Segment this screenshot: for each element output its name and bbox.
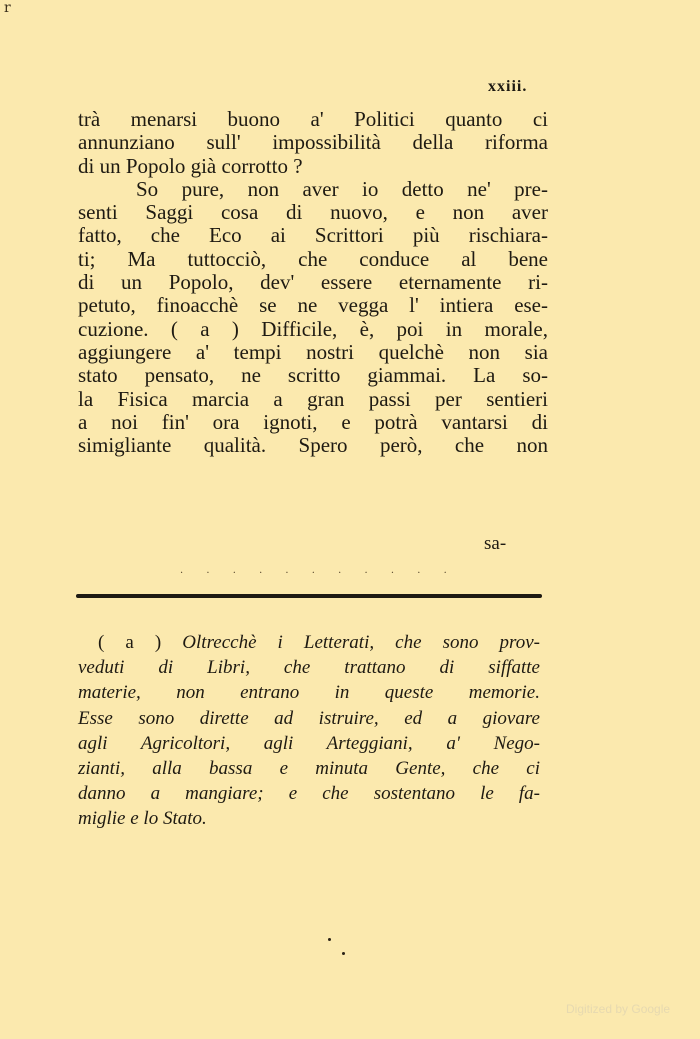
body-line: simigliante qualità. Spero però, che non bbox=[78, 433, 548, 458]
ink-speck bbox=[342, 952, 345, 955]
body-text bbox=[78, 108, 548, 457]
footnote-line: agli Agricoltori, agli Arteggiani, a' Nego- bbox=[78, 732, 540, 754]
footnote-line: danno a mangiare; e che sostentano le fa- bbox=[78, 783, 540, 805]
body-line: petuto, finoacchè se ne vegga l' intiera ese- bbox=[78, 293, 548, 318]
ink-speck bbox=[328, 938, 331, 941]
footnote-line: miglie e lo Stato. bbox=[78, 808, 207, 830]
body-line: annunziano sull' impossibilità della riforma bbox=[78, 130, 548, 155]
footnote-line: Esse sono dirette ad istruire, ed a giovare bbox=[78, 707, 540, 729]
footnote-line: zianti, alla bassa e minuta Gente, che ci bbox=[78, 758, 540, 780]
footnote-line-text: Oltrecchè i Letterati, che sono prov- bbox=[182, 632, 540, 653]
body-line: aggiungere a' tempi nostri quelchè non sia bbox=[78, 339, 548, 364]
body-line: ti; Ma tuttocciò, che conduce al bene bbox=[78, 246, 548, 271]
footnote bbox=[78, 630, 540, 832]
corner-mark: r bbox=[4, 0, 11, 16]
page-number: xxiii. bbox=[488, 78, 528, 95]
footnote-line: veduti di Libri, che trattano di siffatte bbox=[78, 657, 540, 679]
footnote-line: materie, non entrano in queste memorie. bbox=[78, 682, 540, 704]
body-line: di un Popolo, dev' essere eternamente ri- bbox=[78, 270, 548, 295]
body-line: stato pensato, ne scritto giammai. La so- bbox=[78, 363, 548, 388]
body-line: cuzione. ( a ) Difficile, è, poi in morale, bbox=[78, 316, 548, 341]
body-line: trà menarsi buono a' Politici quanto ci bbox=[78, 107, 548, 131]
body-line: di un Popolo già corrotto ? bbox=[78, 153, 303, 178]
footnote-mark: ( a ) bbox=[98, 632, 162, 653]
body-line: senti Saggi cosa di nuovo, e non aver bbox=[78, 200, 548, 225]
watermark: Digitized by Google bbox=[566, 1002, 671, 1016]
footnote-line bbox=[98, 630, 540, 655]
body-line: a noi fin' ora ignoti, e potrà vantarsi di bbox=[78, 409, 548, 434]
rule-ornament: · · · · · · · · · · · bbox=[180, 568, 457, 579]
body-line: So pure, non aver io detto ne' pre- bbox=[136, 176, 548, 201]
catchword: sa- bbox=[484, 533, 507, 554]
body-line: fatto, che Eco ai Scrittori più rischiara- bbox=[78, 223, 548, 248]
section-rule bbox=[76, 594, 542, 598]
body-line: la Fisica marcia a gran passi per sentieri bbox=[78, 386, 548, 411]
